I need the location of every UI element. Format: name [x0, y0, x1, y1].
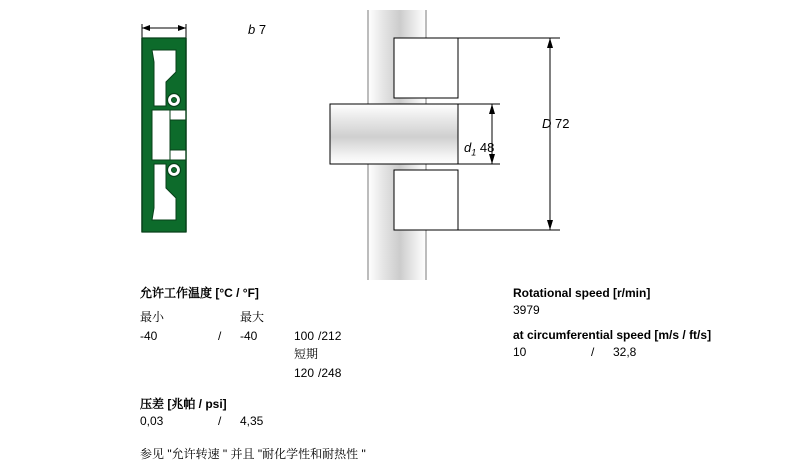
temp-min-c-0: -40 [140, 328, 158, 343]
rotational-speed-heading: Rotational speed [r/min] [513, 286, 651, 300]
inner-diameter-subscript: 1 [471, 147, 477, 158]
pressure-table [140, 413, 263, 431]
table-row [140, 365, 341, 383]
pressure-separator: / [218, 414, 222, 429]
table-row [513, 344, 636, 362]
seal-section-svg [100, 10, 300, 260]
footnote-text: 参见 "允许转速 " 并且 "耐化学性和耐热性 " [140, 446, 366, 461]
circumferential-speed-heading: at circumferential speed [m/s / ft/s] [513, 327, 712, 342]
circumferential-speed-table [513, 344, 636, 362]
temp-sep-1 [218, 346, 240, 364]
pressure-mpa-value: 0,03 [140, 414, 164, 429]
temperature-header-row [140, 309, 341, 327]
upper-bore-block [394, 38, 458, 98]
seal-cross-section-drawing [100, 10, 300, 260]
seal-body [142, 38, 186, 232]
temp-max-f-2: 248 [321, 365, 342, 380]
table-row [140, 413, 263, 431]
lower-bore-block [394, 170, 458, 230]
temp-sep-2 [218, 365, 240, 383]
temperature-min-heading: 最小 [140, 310, 165, 325]
temp-max-sep-2: / [318, 365, 322, 380]
temp-min-c-1 [140, 346, 218, 364]
outer-diameter-symbol: D [542, 116, 552, 131]
temp-max-c-1: 短期 [294, 347, 319, 362]
inner-diameter-value: 48 [479, 140, 495, 155]
assembly-drawing [320, 10, 650, 280]
temperature-max-heading: 最大 [240, 310, 265, 325]
width-dimension-value: 7 [258, 22, 267, 37]
temperature-table [140, 309, 341, 383]
table-row [140, 328, 341, 346]
circumferential-speed-separator: / [591, 345, 595, 360]
width-dimension-label [248, 22, 266, 37]
temp-max-c-0: 100 [294, 328, 315, 343]
temp-max-f-0: 212 [321, 328, 342, 343]
pressure-psi-value: 4,35 [240, 414, 264, 429]
operating-data-left [140, 285, 470, 463]
table-row [140, 346, 341, 364]
temp-min-f-0: -40 [240, 328, 258, 343]
width-dimension-symbol: b [248, 22, 256, 37]
temp-sep-0: / [218, 328, 222, 343]
outer-diameter-label [542, 116, 569, 131]
temp-min-f-2 [240, 365, 294, 383]
inner-diameter-label [464, 140, 494, 158]
outer-diameter-dimension [458, 38, 560, 230]
pressure-heading: 压差 [兆帕 / psi] [140, 396, 227, 411]
temp-max-f-1 [321, 346, 341, 364]
rotational-speed-value: 3979 [513, 303, 540, 318]
temp-max-sep-0: / [318, 328, 322, 343]
operating-data-right [513, 285, 783, 363]
temperature-heading: 允许工作温度 [°C / °F] [140, 286, 259, 300]
shaft [330, 104, 458, 164]
temp-max-c-2: 120 [294, 365, 315, 380]
temp-min-c-2 [140, 365, 218, 383]
inner-diameter-symbol: d [464, 140, 472, 155]
circumferential-speed-ms: 10 [513, 345, 527, 360]
temp-min-f-1 [240, 346, 294, 364]
outer-diameter-value: 72 [555, 116, 570, 131]
circumferential-speed-fts: 32,8 [613, 345, 637, 360]
